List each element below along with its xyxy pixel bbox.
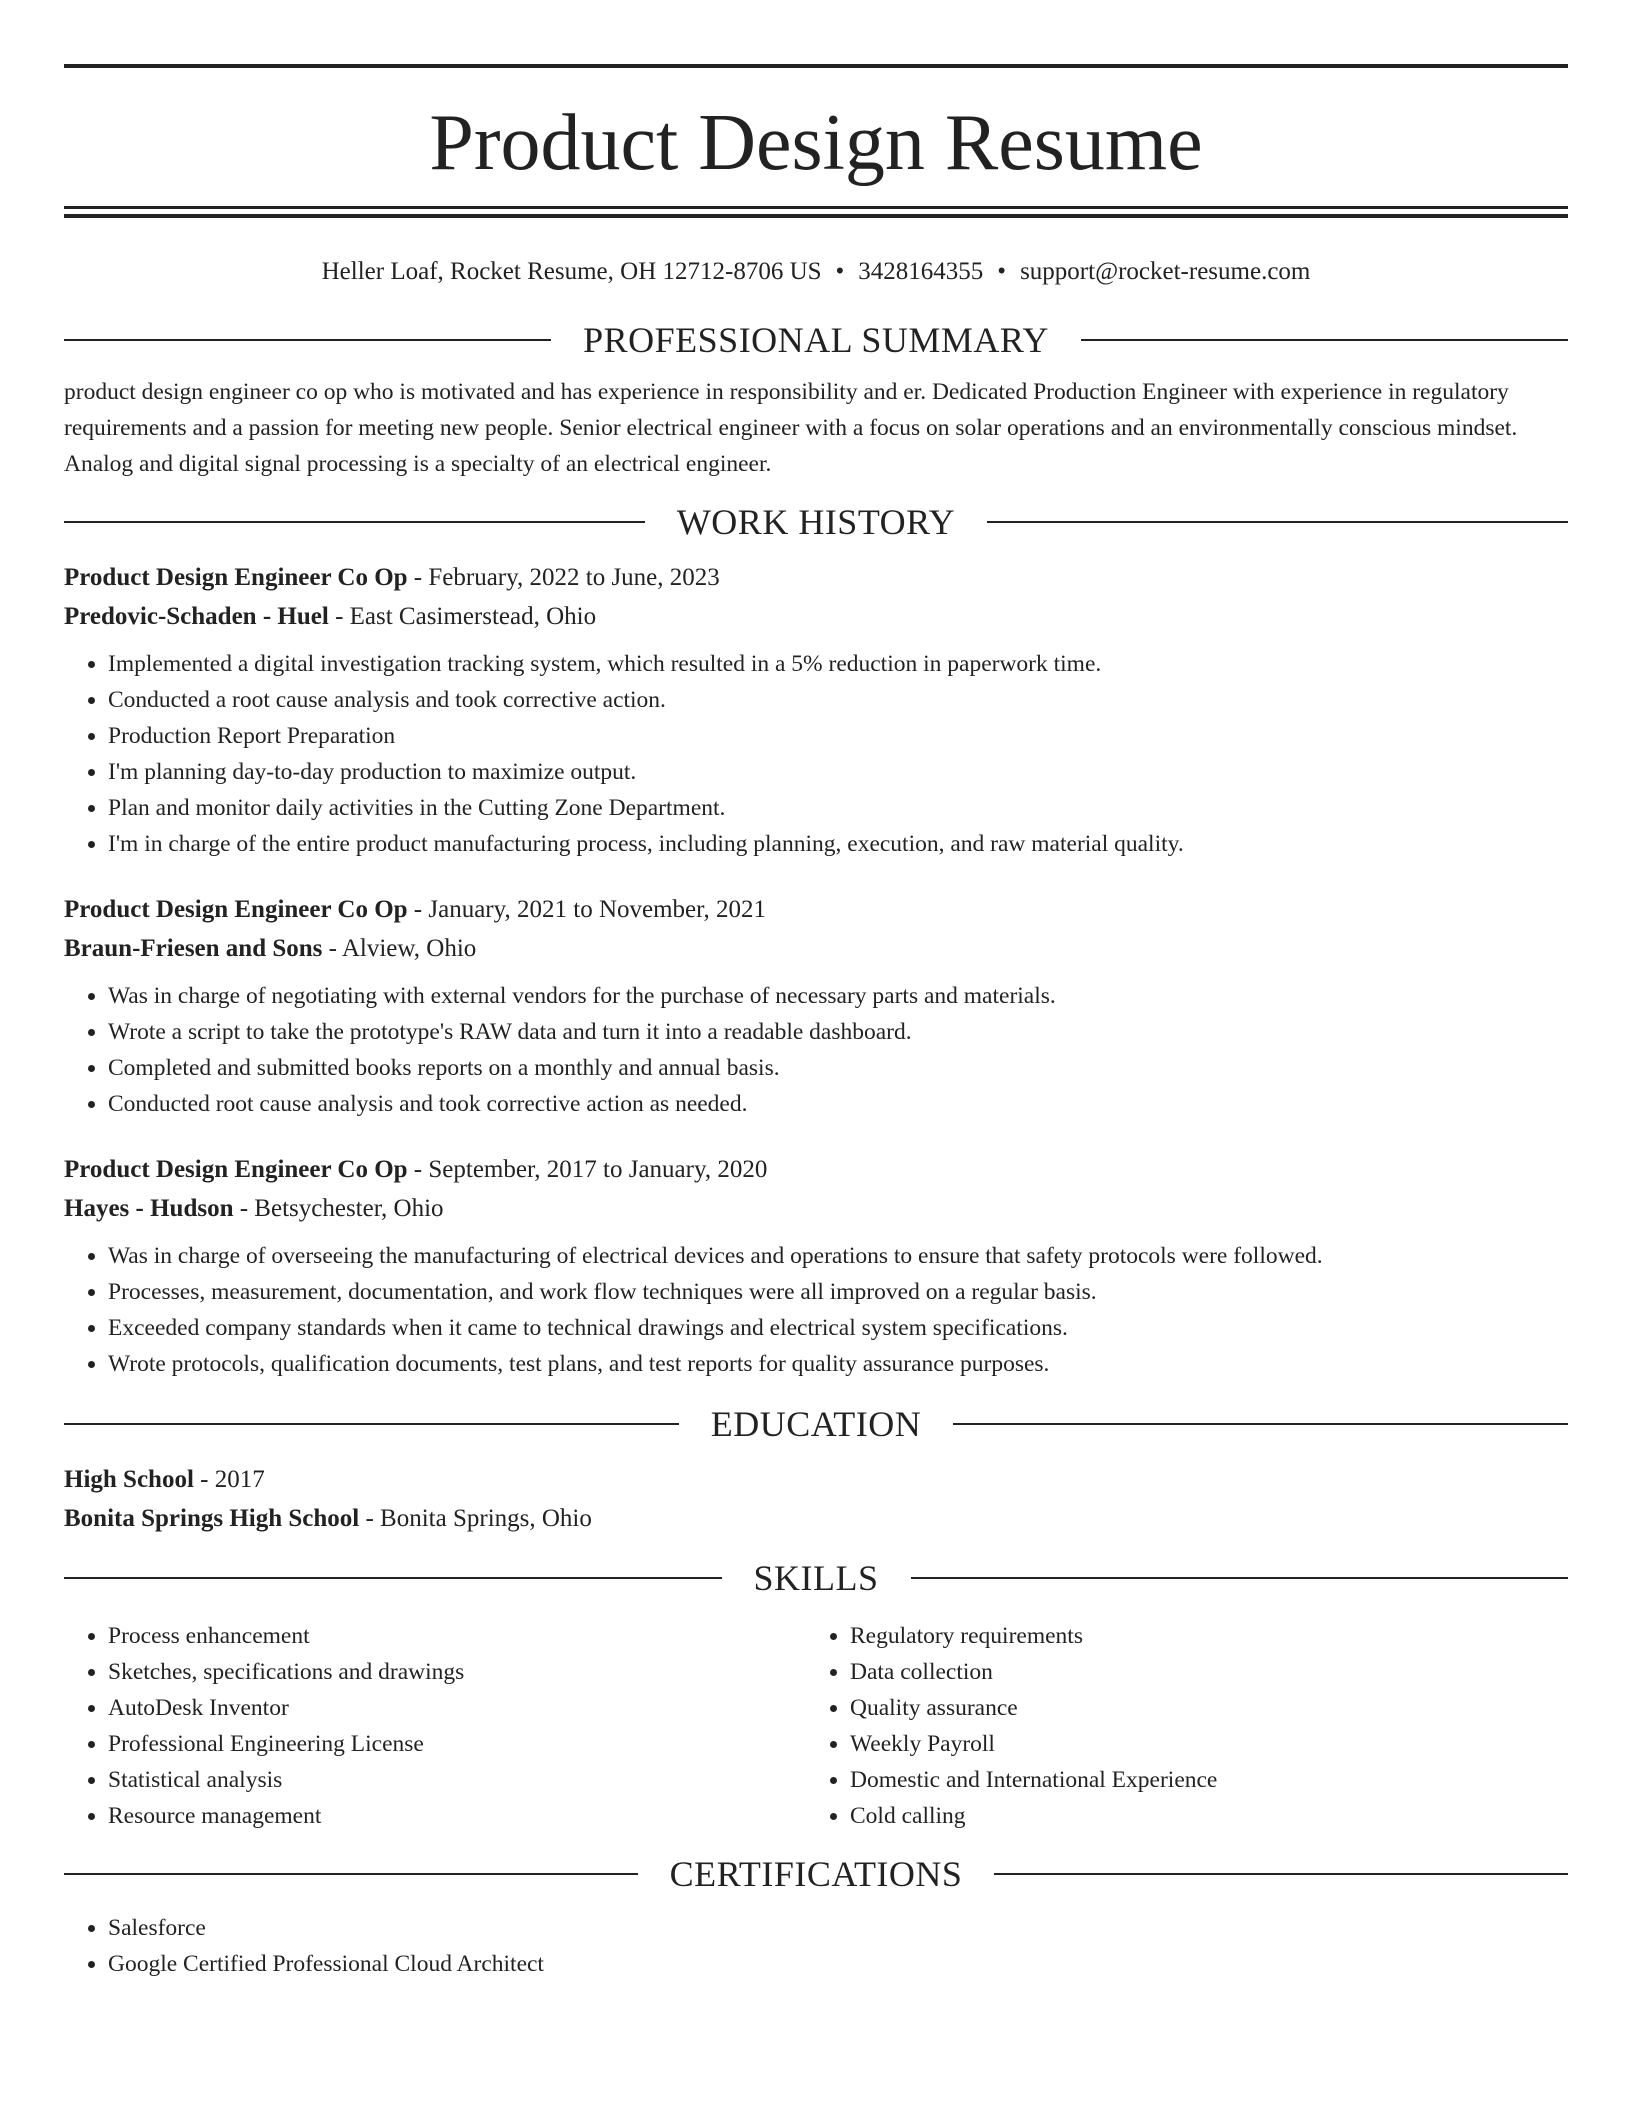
section-heading-education — [64, 1398, 1568, 1450]
job-location: - Betsychester, Ohio — [233, 1195, 444, 1222]
section-title: EDUCATION — [710, 1404, 922, 1444]
job-entry — [64, 890, 1568, 1122]
education-school-line — [64, 1499, 1568, 1538]
education-entry — [64, 1460, 1568, 1538]
list-item: • Production Report Preparation — [108, 718, 1568, 754]
job-title: Product Design Engineer Co Op — [64, 896, 408, 923]
list-item: • AutoDesk Inventor — [108, 1690, 806, 1726]
divider — [64, 521, 645, 523]
section-title: WORK HISTORY — [676, 502, 956, 542]
divider — [994, 1873, 1568, 1875]
list-item: • Was in charge of overseeing the manufacturing of electrical devices and operations to ensure that safety protocols were followed. — [108, 1238, 1568, 1274]
divider — [64, 1873, 638, 1875]
list-item: • Sketches, specifications and drawings — [108, 1654, 806, 1690]
job-title-line — [64, 1150, 1568, 1189]
list-item: • Resource management — [108, 1798, 806, 1834]
job-bullets — [64, 1238, 1568, 1382]
job-company: Braun-Friesen and Sons — [64, 935, 323, 962]
job-title-line — [64, 890, 1568, 929]
list-item: • I'm in charge of the entire product manufacturing process, including planning, execution, and raw material quality. — [108, 826, 1568, 862]
job-entry — [64, 558, 1568, 862]
contact-email: support@rocket-resume.com — [1020, 258, 1311, 285]
education-degree-line — [64, 1460, 1568, 1499]
education-degree: High School — [64, 1466, 194, 1493]
certifications-list — [64, 1910, 1568, 1982]
job-bullets — [64, 978, 1568, 1122]
list-item: • Wrote protocols, qualification documents, test plans, and test reports for quality assurance purposes. — [108, 1346, 1568, 1382]
job-company: Hayes - Hudson — [64, 1195, 234, 1222]
skills-grid — [64, 1608, 1568, 1834]
list-item: • Conducted root cause analysis and took corrective action as needed. — [108, 1086, 1568, 1122]
section-title: PROFESSIONAL SUMMARY — [583, 320, 1049, 360]
contact-separator: • — [835, 258, 845, 285]
list-item: • Statistical analysis — [108, 1762, 806, 1798]
education-location: - Bonita Springs, Ohio — [359, 1505, 592, 1532]
page-title: Product Design Resume — [429, 99, 1203, 187]
job-company-line — [64, 1189, 1568, 1228]
list-item: • Completed and submitted books reports on a monthly and annual basis. — [108, 1050, 1568, 1086]
title-double-rule — [64, 206, 1568, 218]
job-location: - East Casimerstead, Ohio — [328, 603, 597, 630]
list-item: • Weekly Payroll — [850, 1726, 1568, 1762]
list-item: • Implemented a digital investigation tracking system, which resulted in a 5% reduction in paperwork time. — [108, 646, 1568, 682]
list-item: • Regulatory requirements — [850, 1618, 1568, 1654]
list-item: • Professional Engineering License — [108, 1726, 806, 1762]
divider — [987, 521, 1568, 523]
section-heading-work — [64, 496, 1568, 548]
job-dates: - January, 2021 to November, 2021 — [407, 896, 766, 923]
section-heading-summary — [64, 314, 1568, 366]
education-school: Bonita Springs High School — [64, 1505, 360, 1532]
list-item: • Process enhancement — [108, 1618, 806, 1654]
divider — [64, 339, 551, 341]
job-location: - Alview, Ohio — [322, 935, 477, 962]
job-title-line — [64, 558, 1568, 597]
divider — [911, 1577, 1569, 1579]
job-title: Product Design Engineer Co Op — [64, 1156, 408, 1183]
education-year: - 2017 — [193, 1466, 265, 1493]
list-item: • Exceeded company standards when it came to technical drawings and electrical system specifications. — [108, 1310, 1568, 1346]
contact-address: Heller Loaf, Rocket Resume, OH 12712-8706 US — [321, 258, 822, 285]
divider — [953, 1423, 1568, 1425]
job-entry — [64, 1150, 1568, 1382]
job-dates: - February, 2022 to June, 2023 — [407, 564, 720, 591]
job-company-line — [64, 597, 1568, 636]
list-item: • I'm planning day-to-day production to maximize output. — [108, 754, 1568, 790]
list-item: • Was in charge of negotiating with external vendors for the purchase of necessary parts and materials. — [108, 978, 1568, 1014]
divider — [64, 1423, 679, 1425]
section-heading-skills — [64, 1552, 1568, 1604]
section-title: SKILLS — [753, 1558, 879, 1598]
section-title: CERTIFICATIONS — [669, 1854, 963, 1894]
list-item: • Wrote a script to take the prototype's RAW data and turn it into a readable dashboard. — [108, 1014, 1568, 1050]
top-rule — [64, 64, 1568, 68]
list-item: • Quality assurance — [850, 1690, 1568, 1726]
skills-list-right — [806, 1618, 1568, 1834]
list-item: • Google Certified Professional Cloud Architect — [108, 1946, 1568, 1982]
contact-phone: 3428164355 — [858, 258, 984, 285]
list-item: • Salesforce — [108, 1910, 1568, 1946]
job-title: Product Design Engineer Co Op — [64, 564, 408, 591]
skills-list-left — [64, 1618, 806, 1834]
list-item: • Domestic and International Experience — [850, 1762, 1568, 1798]
list-item: • Data collection — [850, 1654, 1568, 1690]
contact-separator: • — [997, 258, 1007, 285]
list-item: • Conducted a root cause analysis and took corrective action. — [108, 682, 1568, 718]
divider — [64, 1577, 722, 1579]
contact-line — [64, 252, 1568, 292]
list-item: • Processes, measurement, documentation, and work flow techniques were all improved on a regular basis. — [108, 1274, 1568, 1310]
section-heading-certifications — [64, 1848, 1568, 1900]
summary-text: product design engineer co op who is motivated and has experience in responsibility and er. Dedicated Production Engineer with experience in regulatory requirements and a passion for meeting new people. Senior electrical engineer with a focus on solar operations and an environmentally conscious mindset. Analog and digital signal processing is a specialty of an electrical engineer. — [64, 379, 1518, 477]
job-company-line — [64, 929, 1568, 968]
job-bullets — [64, 646, 1568, 862]
job-company: Predovic-Schaden - Huel — [64, 603, 329, 630]
job-dates: - September, 2017 to January, 2020 — [407, 1156, 768, 1183]
divider — [1081, 339, 1568, 341]
list-item: • Plan and monitor daily activities in the Cutting Zone Department. — [108, 790, 1568, 826]
list-item: • Cold calling — [850, 1798, 1568, 1834]
